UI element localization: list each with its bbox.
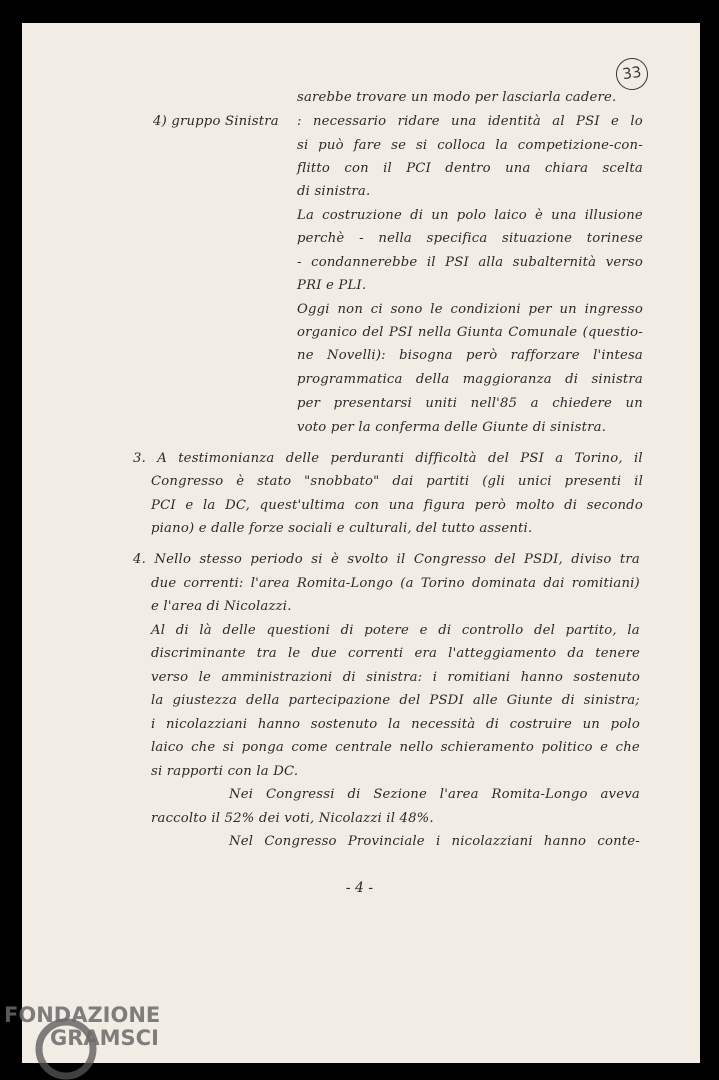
word: PSI: [520, 451, 544, 466]
text-line: [229, 834, 640, 849]
word: questioni: [266, 623, 330, 638]
text-line: PRI e PLI.: [297, 278, 367, 293]
word: presentarsi: [333, 396, 412, 411]
word: un: [559, 302, 577, 317]
word: dai: [543, 576, 565, 591]
word: schieramento: [440, 740, 534, 755]
word: potere: [364, 623, 410, 638]
fondazione-gramsci-watermark: [4, 1000, 194, 1080]
word: situazione: [502, 231, 573, 246]
word: (a: [400, 576, 414, 591]
word: sinistra:: [366, 670, 423, 685]
word: alle: [472, 693, 498, 708]
word: specifica: [426, 231, 488, 246]
word: periodo: [250, 552, 303, 567]
word: identità: [487, 114, 541, 129]
word: i: [432, 670, 438, 685]
word: la: [202, 498, 216, 513]
word: maggioranza: [462, 372, 552, 387]
word: costruzione: [322, 208, 402, 223]
word: di: [347, 787, 361, 802]
word: Congresso: [264, 834, 337, 849]
word: là: [199, 623, 212, 638]
text-line: [297, 114, 643, 129]
word: un: [625, 396, 643, 411]
word: un: [582, 717, 600, 732]
word: organico: [297, 325, 358, 340]
word: verso: [151, 670, 189, 685]
text-line: [229, 787, 640, 802]
text-line: [151, 670, 640, 685]
word: diviso: [571, 552, 612, 567]
word: necessario: [312, 114, 387, 129]
word: di: [175, 623, 189, 638]
word: PSI: [388, 325, 413, 340]
word: Torino,: [574, 451, 623, 466]
word: il: [634, 451, 643, 466]
word: ne: [297, 348, 314, 363]
word: verso: [605, 255, 643, 270]
word: con: [344, 161, 369, 176]
word: ci: [370, 302, 383, 317]
word: però: [474, 498, 507, 513]
word: svolto: [347, 552, 389, 567]
text-line: [297, 372, 643, 387]
word: Congressi: [265, 787, 335, 802]
word: uniti: [425, 396, 458, 411]
word: PCI: [151, 498, 176, 513]
word: dominata: [471, 576, 537, 591]
word: Giunta: [456, 325, 503, 340]
word: La: [297, 208, 315, 223]
text-line: [151, 498, 643, 513]
text-line: [151, 740, 640, 755]
text-line: raccolto il 52% dei voti, Nicolazzi il 48%.: [151, 811, 434, 826]
word: :: [297, 114, 302, 129]
logo-line-1: FONDAZIONE: [4, 1003, 161, 1027]
word: di: [438, 623, 452, 638]
word: una: [505, 161, 531, 176]
word: conte-: [597, 834, 640, 849]
word: tenere: [595, 646, 640, 661]
word: hanno: [257, 717, 301, 732]
text-line: 4) gruppo Sinistra: [153, 114, 279, 129]
word: 4.: [133, 552, 146, 567]
word: "snobbato": [304, 474, 380, 489]
logo-line-2: GRAMSCI: [50, 1026, 159, 1050]
word: torinese: [586, 231, 643, 246]
word: Romita-Longo: [296, 576, 394, 591]
word: discriminante: [151, 646, 246, 661]
word: scelta: [602, 161, 643, 176]
word: da: [567, 646, 585, 661]
text-line: [297, 231, 643, 246]
word: di: [485, 717, 500, 732]
word: due: [311, 646, 337, 661]
word: condizioni: [450, 302, 521, 317]
word: stato: [257, 474, 292, 489]
word: ridare: [397, 114, 440, 129]
word: sostenuto: [310, 717, 378, 732]
word: bisogna: [399, 348, 453, 363]
word: che: [191, 740, 216, 755]
word: una: [551, 208, 577, 223]
text-line: [297, 348, 643, 363]
text-line: [133, 451, 643, 466]
word: presenti: [564, 474, 622, 489]
word: il: [634, 474, 643, 489]
word: due: [151, 576, 177, 591]
word: -: [297, 255, 302, 270]
word: del: [494, 552, 516, 567]
word: (gli: [482, 474, 506, 489]
word: a: [530, 396, 539, 411]
word: l'atteggiamento: [448, 646, 557, 661]
word: di: [410, 208, 424, 223]
text-line: [151, 623, 640, 638]
word: PSDI,: [524, 552, 563, 567]
word: un: [431, 208, 449, 223]
word: dentro: [445, 161, 491, 176]
word: di: [340, 623, 354, 638]
word: la: [151, 693, 164, 708]
word: Nei: [229, 787, 254, 802]
word: l'area: [439, 787, 479, 802]
text-line: [297, 255, 643, 270]
word: PSI: [445, 255, 469, 270]
word: per: [528, 302, 552, 317]
word: ingresso: [584, 302, 643, 317]
word: partito,: [565, 623, 617, 638]
word: la: [495, 138, 508, 153]
word: si: [311, 552, 323, 567]
text-line: sarebbe trovare un modo per lasciarla cadere.: [297, 90, 617, 105]
word: la: [388, 717, 401, 732]
word: laico: [151, 740, 184, 755]
text-line: [151, 717, 640, 732]
word: perchè: [297, 231, 345, 246]
word: chiedere: [552, 396, 613, 411]
word: perduranti: [330, 451, 405, 466]
word: il: [383, 161, 392, 176]
word: alla: [478, 255, 504, 270]
word: si: [415, 138, 428, 153]
word: PSI: [576, 114, 600, 129]
word: nella: [378, 231, 412, 246]
word: Sezione: [373, 787, 427, 802]
word: e: [600, 740, 609, 755]
word: Congresso: [151, 474, 224, 489]
word: Novelli):: [327, 348, 386, 363]
word: molto: [515, 498, 555, 513]
word: e: [611, 114, 620, 129]
word: -: [359, 231, 364, 246]
word: non: [337, 302, 364, 317]
word: di: [342, 670, 356, 685]
word: correnti: [347, 646, 404, 661]
word: le: [430, 302, 443, 317]
text-line: [297, 161, 643, 176]
word: si: [297, 138, 309, 153]
word: se: [391, 138, 407, 153]
word: con: [354, 498, 380, 513]
word: la: [627, 623, 640, 638]
word: Oggi: [297, 302, 330, 317]
word: correnti:: [183, 576, 244, 591]
word: nicolazziani: [451, 834, 533, 849]
word: l'area: [250, 576, 290, 591]
text-line: [151, 693, 640, 708]
text-line: [297, 396, 643, 411]
word: laico: [494, 208, 527, 223]
word: 3.: [133, 451, 146, 466]
word: i: [435, 834, 441, 849]
word: è: [535, 208, 544, 223]
word: DC,: [225, 498, 251, 513]
text-line: e l'area di Nicolazzi.: [151, 599, 292, 614]
text-line: [151, 576, 640, 591]
word: Nello: [154, 552, 192, 567]
word: le: [287, 646, 301, 661]
word: Torino: [420, 576, 465, 591]
word: secondo: [586, 498, 643, 513]
text-line: [297, 302, 643, 317]
word: controllo: [461, 623, 524, 638]
word: hanno: [520, 670, 564, 685]
word: aveva: [600, 787, 640, 802]
word: unici: [517, 474, 552, 489]
word: necessità: [411, 717, 476, 732]
word: della: [415, 372, 450, 387]
word: per: [297, 396, 321, 411]
word: una: [388, 498, 415, 513]
word: chiara: [544, 161, 589, 176]
word: dai: [392, 474, 414, 489]
word: nell'85: [470, 396, 518, 411]
word: sinistra;: [583, 693, 640, 708]
word: nella: [417, 325, 452, 340]
word: come: [291, 740, 328, 755]
word: tra: [619, 552, 640, 567]
word: il: [396, 552, 406, 567]
word: sinistra: [591, 372, 643, 387]
word: hanno: [543, 834, 587, 849]
word: condannerebbe: [311, 255, 418, 270]
text-line: [297, 325, 643, 340]
word: PSDI: [429, 693, 464, 708]
word: del: [362, 325, 384, 340]
word: quest'ultima: [259, 498, 346, 513]
word: lo: [630, 114, 643, 129]
word: del: [533, 623, 556, 638]
word: Giunte: [506, 693, 553, 708]
word: giustezza: [172, 693, 238, 708]
word: A: [157, 451, 167, 466]
word: sostenuto: [573, 670, 640, 685]
text-line: [151, 646, 640, 661]
word: amministrazioni: [221, 670, 333, 685]
word: Comunale: [508, 325, 578, 340]
word: colloca: [437, 138, 486, 153]
word: (questio-: [582, 325, 643, 340]
word: polo: [610, 717, 640, 732]
word: può: [318, 138, 344, 153]
word: le: [198, 670, 212, 685]
word: politico: [541, 740, 593, 755]
word: si: [222, 740, 235, 755]
word: centrale: [335, 740, 393, 755]
word: Romita-Longo: [491, 787, 588, 802]
word: illusione: [584, 208, 643, 223]
word: rafforzare: [510, 348, 580, 363]
word: al: [552, 114, 565, 129]
text-line: [297, 208, 643, 223]
word: il: [426, 255, 436, 270]
word: del: [399, 693, 421, 708]
word: di: [565, 372, 579, 387]
word: polo: [456, 208, 487, 223]
word: romitiani: [447, 670, 511, 685]
word: a: [555, 451, 564, 466]
word: Congresso: [413, 552, 487, 567]
word: Provinciale: [347, 834, 425, 849]
word: è: [331, 552, 340, 567]
text-line: [297, 138, 643, 153]
word: flitto: [297, 161, 331, 176]
word: costruire: [509, 717, 572, 732]
word: e: [419, 623, 428, 638]
word: di: [561, 693, 575, 708]
text-line: di sinistra.: [297, 184, 371, 199]
word: figura: [423, 498, 466, 513]
word: testimonianza: [178, 451, 275, 466]
document-page: [22, 23, 700, 1063]
word: del: [487, 451, 510, 466]
word: che: [615, 740, 640, 755]
text-line: piano) e dalle forze sociali e culturali, del tutto assenti.: [151, 521, 533, 536]
word: e: [185, 498, 194, 513]
word: di: [564, 498, 578, 513]
word: programmatica: [297, 372, 403, 387]
word: era: [414, 646, 438, 661]
word: partiti: [426, 474, 470, 489]
word: fare: [353, 138, 382, 153]
text-line: si rapporti con la DC.: [151, 764, 299, 779]
word: difficoltà: [415, 451, 477, 466]
word: ponga: [241, 740, 284, 755]
word: sono: [390, 302, 423, 317]
word: partecipazione: [288, 693, 391, 708]
text-line: [151, 474, 643, 489]
stamp-number: 33: [621, 62, 643, 84]
word: romitiani): [571, 576, 640, 591]
word: subalternità: [512, 255, 597, 270]
word: i: [151, 717, 156, 732]
word: Al: [151, 623, 166, 638]
text-line: [133, 552, 640, 567]
word: nicolazziani: [166, 717, 248, 732]
word: delle: [222, 623, 256, 638]
word: è: [236, 474, 245, 489]
word: però: [466, 348, 498, 363]
text-line: voto per la conferma delle Giunte di sinistra.: [297, 420, 607, 435]
word: PCI: [406, 161, 431, 176]
word: tra: [256, 646, 277, 661]
word: delle: [285, 451, 320, 466]
page-number: - 4 -: [345, 880, 374, 896]
word: della: [246, 693, 280, 708]
word: stesso: [199, 552, 242, 567]
word: Nel: [229, 834, 254, 849]
word: una: [451, 114, 477, 129]
word: l'intesa: [593, 348, 643, 363]
word: competizione-con-: [517, 138, 643, 153]
word: nello: [399, 740, 434, 755]
